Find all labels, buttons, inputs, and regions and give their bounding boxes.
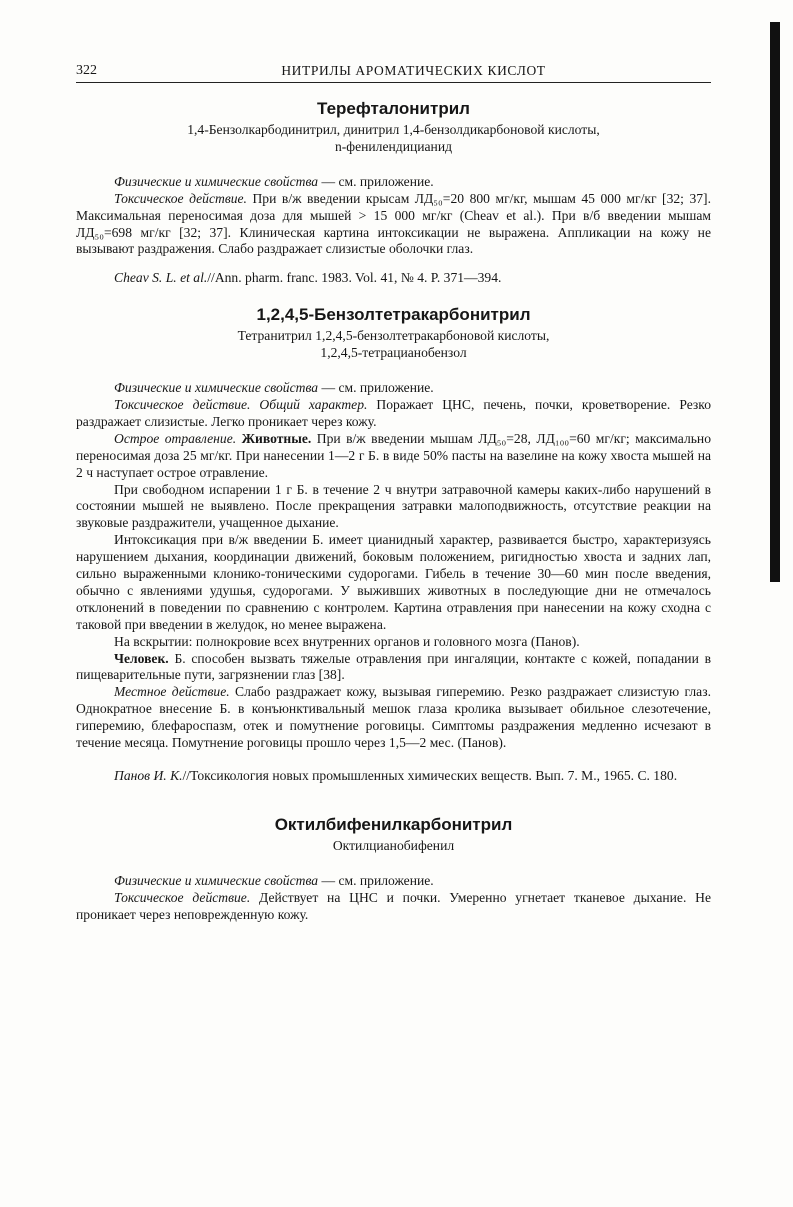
reference: Панов И. К.//Токсикология новых промышленных химических веществ. Вып. 7. М., 1965. С. 180. [114, 768, 678, 783]
scan-edge-bar [770, 22, 780, 582]
page-number: 322 [76, 63, 97, 78]
synonyms [76, 328, 711, 362]
properties-paragraph: Физические и химические свойства — см. приложение. [114, 380, 434, 396]
section-octylbiphenylcarbonitrile [76, 815, 711, 924]
synonyms [76, 122, 711, 156]
synonyms-line: 1,2,4,5-тетрацианобензол [320, 345, 467, 361]
synonyms-line: n-фенилендицианид [334, 138, 453, 154]
section-terephthalonitrile [76, 99, 711, 287]
properties-label: Физические и химические свойства [114, 872, 319, 888]
book-page [76, 60, 711, 924]
evaporation-paragraph: При свободном испарении 1 г Б. в течение 2 ч внутри затравочной камеры каких-либо нарушений в состоянии мышей не выявлено. После прекращения затравки малоподвижность, отсутствие реакции на звуковые раздражители, учащенное дыхание. [76, 481, 711, 531]
properties-paragraph: Физические и химические свойства — см. приложение. [114, 872, 434, 888]
acute-label: Острое отравление. [114, 430, 237, 446]
reference: Cheav S. L. et al.//Ann. pharm. franc. 1983. Vol. 41, № 4. P. 371—394. [114, 270, 502, 286]
synonyms [76, 838, 711, 855]
toxicity-label: Токсическое действие. [114, 190, 247, 206]
section-title: Терефталонитрил [317, 99, 470, 118]
section-benzenetetracarbonitrile [76, 305, 711, 785]
running-head [76, 60, 711, 82]
intoxication-paragraph: Интоксикация при в/ж введении Б. имеет цианидный характер, развивается быстро, характеризуясь нарушением дыхания, координации движений, боковым положением, ригидностью хвоста и задних лап, сильно выраженными клонико-тоническими судорогами. Гибель в течение 30—60 мин после введения, обычно с явлениями удушья, судорогами. У выживших животных в последующие дни не отмечалось отклонений в поведении по сравнению с контролем. Картина отравления при нанесении на кожу сходна с таковой при введении в желудок, но менее выражена. [76, 532, 711, 632]
human-paragraph: Человек. Б. способен вызвать тяжелые отравления при ингаляции, контакте с кожей, попадании в пищеварительные пути, загрязнении глаз [38]. [76, 650, 711, 683]
autopsy-paragraph: На вскрытии: полнокровие всех внутренних органов и головного мозга (Панов). [114, 633, 580, 649]
synonyms-line: Октилцианобифенил [332, 837, 455, 853]
properties-label: Физические и химические свойства [114, 380, 319, 396]
section-title: Октилбифенилкарбонитрил [274, 814, 513, 834]
properties-label: Физические и химические свойства [114, 173, 319, 189]
section-body [76, 873, 711, 924]
section-body [76, 174, 711, 259]
synonyms-line: Тетранитрил 1,2,4,5-бензолтетракарбоновой кислоты, [237, 328, 550, 344]
toxicity-label: Токсическое действие. Общий характер. [114, 396, 368, 412]
section-title: 1,2,4,5-Бензолтетракарбонитрил [256, 305, 531, 325]
reference-author: Панов И. К. [114, 768, 183, 783]
toxicity-label: Токсическое действие. [114, 889, 251, 905]
running-title: НИТРИЛЫ АРОМАТИЧЕСКИХ КИСЛОТ [281, 63, 546, 78]
acute-poisoning-paragraph: Острое отравление. Животные. При в/ж введении мышам ЛД₅₀=28, ЛД₁₀₀=60 мг/кг; максимально переносимая доза 25 мг/кг. При нанесении 1—2 г Б. в виде 50% пасты на вазелине на кожу хвоста мышей на 2 ч наступает острое отравление. [76, 430, 712, 480]
animals-label: Животные. [236, 430, 312, 446]
section-body [76, 380, 711, 752]
human-label: Человек. [114, 650, 169, 666]
toxicity-paragraph: Токсическое действие. Действует на ЦНС и почки. Умеренно угнетает тканевое дыхание. Не проникает через неповрежденную кожу. [76, 889, 711, 922]
toxicity-paragraph: Токсическое действие. При в/ж введении крысам ЛД₅₀=20 800 мг/кг, мышам 45 000 мг/кг [32; 37]. Максимальная переносимая доза для мышей > 15 000 мг/кг (Cheav et al.). При в/б введении мышам ЛД₅₀=698 мг/кг [32; 37]. Клиническая картина интоксикации не выражена. Аппликации на кожу не вызывают раздражения. Слабо раздражает слизистые оболочки глаз. [76, 190, 711, 257]
toxicity-paragraph: Токсическое действие. Общий характер. Поражает ЦНС, печень, почки, кроветворение. Резко раздражает слизистые. Легко проникает через кожу. [76, 396, 711, 429]
local-label: Местное действие. [114, 684, 230, 700]
local-action-paragraph: Местное действие. Слабо раздражает кожу, вызывая гиперемию. Резко раздражает слизистую глаз. Однократное внесение Б. в конъюнктивальный мешок глаза кролика вызывает обильное слезотечение, гиперемию, блефароспазм, отек и помутнение роговицы. Симптомы раздражения медленно исчезают в течение месяца. Помутнение роговицы прошло через 1,5—2 мес. (Панов). [76, 684, 711, 751]
synonyms-line: 1,4-Бензолкарбодинитрил, динитрил 1,4-бензолдикарбоновой кислоты, [187, 122, 600, 137]
properties-paragraph: Физические и химические свойства — см. приложение. [114, 173, 434, 189]
header-rule [76, 82, 711, 83]
reference-author: Cheav S. L. et al. [114, 270, 208, 286]
